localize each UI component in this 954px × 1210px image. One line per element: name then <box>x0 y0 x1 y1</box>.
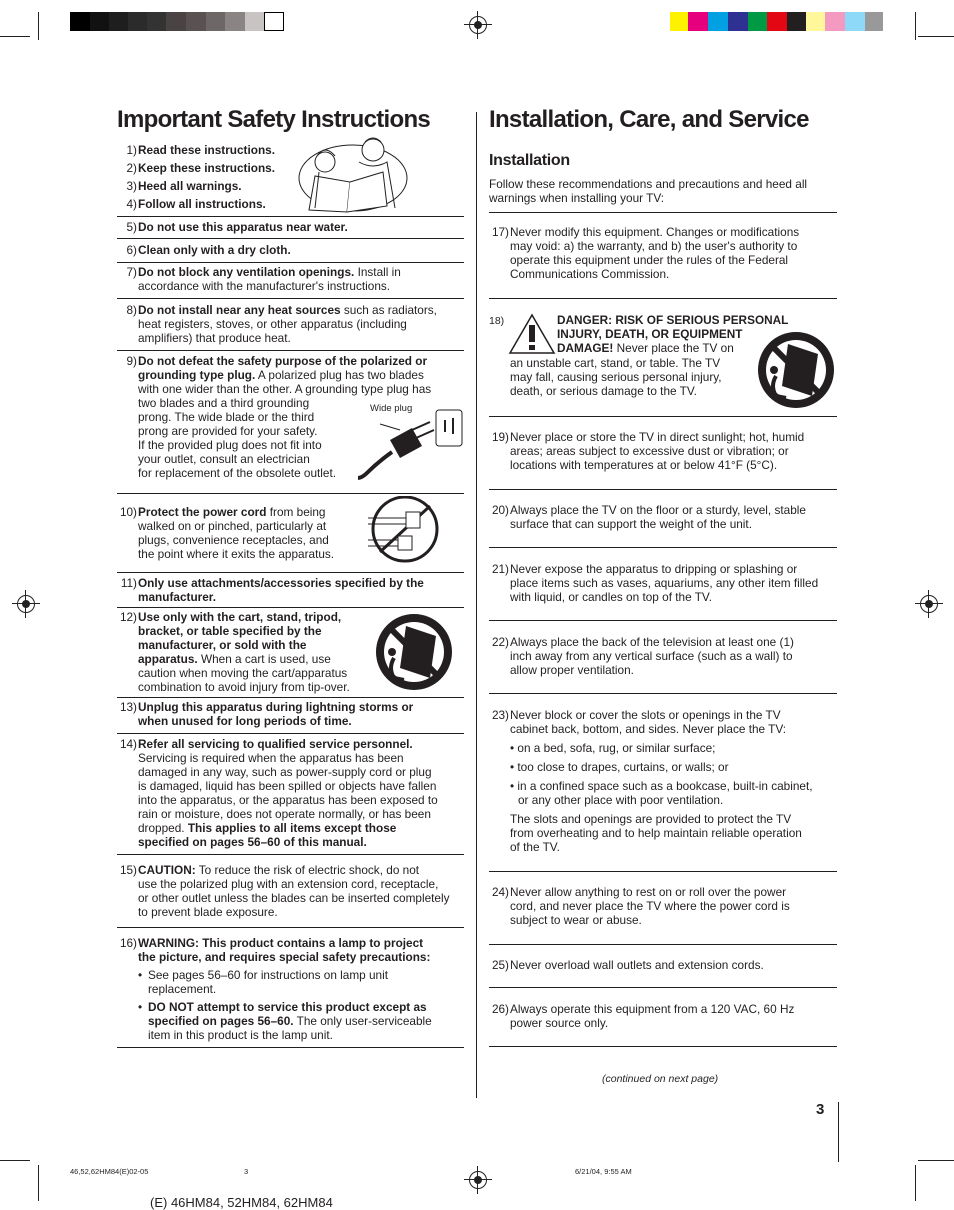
divider <box>117 1047 464 1048</box>
page-number: 3 <box>816 1101 825 1118</box>
divider <box>117 298 464 299</box>
page-number-rule <box>838 1102 839 1162</box>
divider <box>489 620 837 621</box>
pinched-cord-illustration <box>360 496 446 566</box>
divider <box>117 697 464 698</box>
sub-bullet: • on a bed, sofa, rug, or similar surface; <box>510 741 716 755</box>
paragraph: The slots and openings are provided to protect the TV from overheating and to help maintain reliable operation of the TV. <box>510 812 802 854</box>
sub-bullet: • in a confined space such as a bookcase, built-in cabinet, or any other place with poor ventilation. <box>510 779 813 807</box>
divider <box>489 1046 837 1047</box>
plug-label: Wide plug <box>370 403 413 414</box>
divider <box>489 987 837 988</box>
divider <box>489 871 837 872</box>
list-number: 18) <box>489 315 505 327</box>
divider <box>117 262 464 263</box>
divider <box>489 212 837 213</box>
section-heading: Installation <box>489 152 570 169</box>
reading-people-illustration <box>295 132 410 214</box>
divider <box>117 607 464 608</box>
column-divider <box>476 112 477 1098</box>
divider <box>117 733 464 734</box>
footer-date: 6/21/04, 9:55 AM <box>575 1167 632 1176</box>
divider <box>117 927 464 928</box>
list-item: DANGER: RISK OF SERIOUS PERSONAL INJURY, DEATH, OR EQUIPMENT DAMAGE! Never place the TV on <box>557 313 789 355</box>
list-item-continued: an unstable cart, stand, or table. The TV may fall, causing serious personal injury, death, or serious damage to the TV. <box>510 356 722 398</box>
continued-note: (continued on next page) <box>602 1073 719 1085</box>
divider <box>117 493 464 494</box>
divider <box>117 854 464 855</box>
divider <box>489 298 837 299</box>
divider <box>489 416 837 417</box>
divider <box>117 216 464 217</box>
page-title-left: Important Safety Instructions <box>117 106 431 133</box>
footer-file: 46,52,62HM84(E)02-05 <box>70 1167 149 1176</box>
warning-triangle-icon <box>508 313 556 355</box>
cart-tipover-warning-icon <box>374 612 454 692</box>
divider <box>489 944 837 945</box>
divider <box>489 489 837 490</box>
divider <box>117 238 464 239</box>
footer-page: 3 <box>244 1167 249 1176</box>
page-title-right: Installation, Care, and Service <box>489 106 809 133</box>
divider <box>117 350 464 351</box>
polarized-plug-illustration <box>350 400 468 480</box>
sub-bullet: • too close to drapes, curtains, or walls; or <box>510 760 729 774</box>
intro-text: Follow these recommendations and precautions and heed all warnings when installing your TV: <box>489 177 808 205</box>
footer-model: (E) 46HM84, 52HM84, 62HM84 <box>150 1195 333 1210</box>
cart-tipover-warning-icon <box>756 330 836 410</box>
divider <box>117 572 464 573</box>
divider <box>489 693 837 694</box>
divider <box>489 547 837 548</box>
